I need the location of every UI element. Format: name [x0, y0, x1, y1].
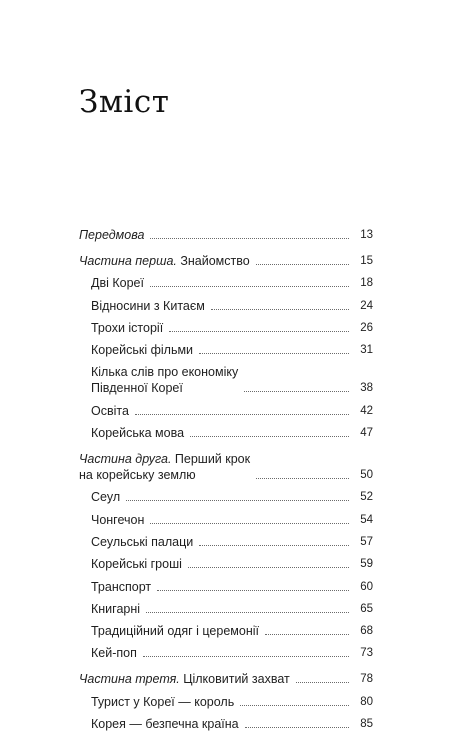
toc-section-part2 — [79, 451, 373, 661]
toc-entry-preface[interactable] — [79, 227, 373, 243]
toc-entry[interactable] — [79, 320, 373, 336]
toc-entry-label: Чонгечон — [91, 512, 145, 527]
toc-entry-label: Корейські гроші — [91, 557, 182, 572]
leader-dots — [256, 263, 349, 265]
toc-page-number: 68 — [360, 625, 373, 638]
leader-dots — [150, 522, 349, 524]
toc-page-number: 85 — [360, 718, 373, 731]
toc-section-part3 — [79, 671, 373, 732]
leader-dots — [199, 352, 349, 354]
toc-page-number: 73 — [360, 647, 373, 660]
toc-entry-label: Частина третя. Цілковитий захват — [79, 672, 290, 687]
leader-dots — [199, 544, 349, 546]
page-title: Зміст — [79, 84, 170, 120]
toc-entry[interactable] — [79, 364, 373, 396]
leader-dots — [265, 633, 349, 635]
toc-page-number: 38 — [360, 382, 373, 395]
toc-entry-label: Кілька слів про економіку Південної Кореї — [91, 365, 239, 396]
toc-section-part1 — [79, 253, 373, 441]
toc-entry-label: Сеульські палаци — [91, 534, 194, 549]
toc-page-number: 54 — [360, 513, 373, 526]
toc-entry[interactable] — [79, 694, 373, 710]
table-of-contents — [79, 227, 373, 742]
leader-dots — [169, 330, 349, 332]
toc-entry[interactable] — [79, 403, 373, 419]
toc-entry-label: Корейська мова — [91, 426, 185, 441]
toc-entry-label: Відносини з Китаєм — [91, 298, 205, 313]
toc-entry-label: Транспорт — [91, 579, 152, 594]
toc-entry-label: Трохи історії — [91, 320, 164, 335]
toc-page-number: 50 — [360, 469, 373, 482]
toc-entry-label: Освіта — [91, 403, 129, 418]
toc-entry-label: Сеул — [91, 490, 121, 505]
leader-dots — [211, 308, 349, 310]
leader-dots — [150, 237, 349, 239]
toc-entry-label: Кей-поп — [91, 646, 137, 661]
toc-entry[interactable] — [79, 716, 373, 732]
toc-section-preface — [79, 227, 373, 243]
toc-entry-label: Частина перша. Знайомство — [79, 254, 250, 268]
toc-page-number: 59 — [360, 558, 373, 571]
leader-dots — [240, 704, 349, 706]
toc-page-number: 31 — [360, 344, 373, 357]
toc-entry[interactable] — [79, 601, 373, 617]
toc-page-number: 26 — [360, 321, 373, 334]
toc-page-number: 47 — [360, 427, 373, 440]
toc-entry[interactable] — [79, 425, 373, 441]
leader-dots — [244, 390, 349, 392]
toc-entry-part1[interactable] — [79, 253, 373, 269]
toc-entry-label: Передмова — [79, 228, 145, 242]
toc-entry[interactable] — [79, 534, 373, 550]
leader-dots — [150, 285, 349, 287]
toc-page-number: 24 — [360, 299, 373, 312]
toc-entry-label: Традиційний одяг і церемонії — [91, 624, 259, 639]
toc-page-number: 57 — [360, 535, 373, 548]
toc-entry[interactable] — [79, 623, 373, 639]
toc-page-number: 13 — [360, 229, 373, 241]
leader-dots — [296, 681, 349, 683]
toc-page-number: 60 — [360, 580, 373, 593]
toc-entry-label: Дві Кореї — [91, 276, 144, 291]
leader-dots — [143, 655, 349, 657]
toc-entry-label: Турист у Кореї — король — [91, 694, 235, 709]
leader-dots — [126, 499, 349, 501]
leader-dots — [190, 435, 349, 437]
leader-dots — [188, 566, 349, 568]
toc-entry-part3[interactable] — [79, 671, 373, 687]
toc-entry-label: Корейські фільми — [91, 343, 194, 358]
leader-dots — [256, 477, 349, 479]
toc-entry[interactable] — [79, 298, 373, 314]
leader-dots — [146, 611, 349, 613]
toc-entry-label: Корея — безпечна країна — [91, 717, 239, 732]
toc-entry[interactable] — [79, 512, 373, 528]
toc-entry[interactable] — [79, 579, 373, 595]
toc-entry[interactable] — [79, 556, 373, 572]
toc-page-number: 65 — [360, 602, 373, 615]
toc-entry-part2[interactable] — [79, 451, 373, 483]
toc-entry-label: Книгарні — [91, 601, 141, 616]
toc-entry[interactable] — [79, 342, 373, 358]
leader-dots — [135, 413, 349, 415]
toc-entry[interactable] — [79, 645, 373, 661]
leader-dots — [157, 589, 349, 591]
toc-entry[interactable] — [79, 489, 373, 505]
toc-entry-label: Частина друга. Перший крок на корейську землю — [79, 452, 251, 483]
toc-entry[interactable] — [79, 275, 373, 291]
toc-page-number: 78 — [360, 673, 373, 686]
toc-page-number: 80 — [360, 695, 373, 708]
toc-page-number: 52 — [360, 491, 373, 504]
toc-page-number: 15 — [360, 255, 373, 267]
toc-page-number: 42 — [360, 404, 373, 417]
leader-dots — [245, 726, 349, 728]
toc-page-number: 18 — [360, 277, 373, 290]
